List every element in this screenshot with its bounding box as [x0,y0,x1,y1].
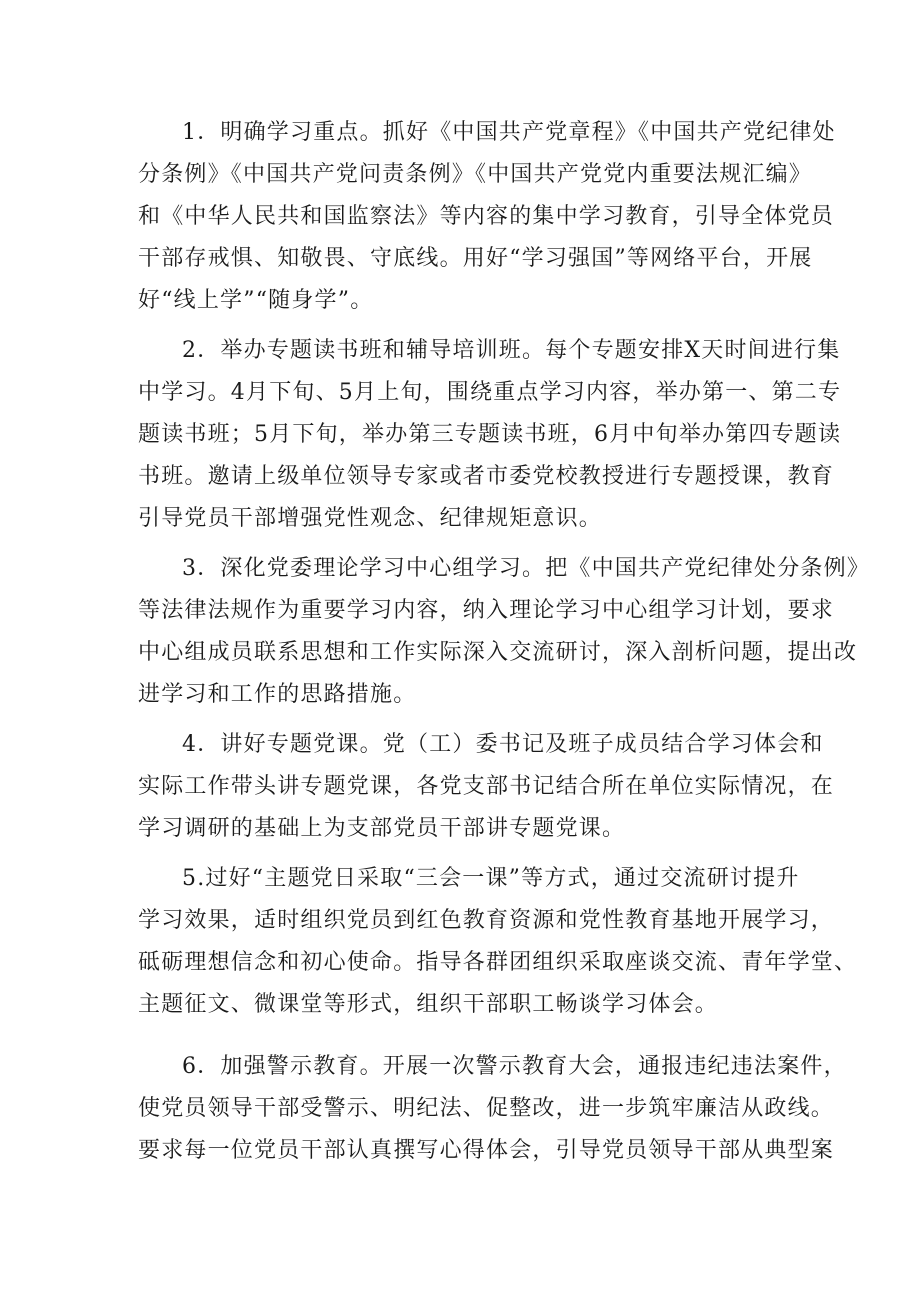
paragraph-6-line-3: 要求每一位党员干部认真撰写心得体会，引导党员领导干部从典型案 [138,1138,835,1163]
paragraph-5-line-1: 5.过好“主题党日采取“三会一课”等方式，通过交流研讨提升 [182,866,800,891]
paragraph-3-line-2: 等法律法规作为重要学习内容，纳入理论学习中心组学习计划，要求 [138,598,835,623]
paragraph-2-line-1: 2．举办专题读书班和辅导培训班。每个专题安排X天时间进行集 [182,338,841,363]
paragraph-3-line-1: 3．深化党委理论学习中心组学习。把《中国共产党纪律处分条例》 [182,556,870,581]
paragraph-2-line-3: 题读书班；5月下旬，举办第三专题读书班，6月中旬举办第四专题读 [138,422,842,447]
paragraph-5-line-4: 主题征文、微课堂等形式，组织干部职工畅谈学习体会。 [138,992,719,1017]
paragraph-2-line-4: 书班。邀请上级单位领导专家或者市委党校教授进行专题授课，教育 [138,464,835,489]
paragraph-5-line-2: 学习效果，适时组织党员到红色教育资源和党性教育基地开展学习， [138,908,835,933]
paragraph-1-line-2: 分条例》《中国共产党问责条例》《中国共产党党内重要法规汇编》 [138,162,813,187]
paragraph-4-line-2: 实际工作带头讲专题党课，各党支部书记结合所在单位实际情况，在 [138,774,835,799]
paragraph-5-line-3: 砥砺理想信念和初心使命。指导各群团组织采取座谈交流、青年学堂、 [138,950,858,975]
paragraph-4-line-1: 4．讲好专题党课。党（工）委书记及班子成员结合学习体会和 [182,732,824,757]
paragraph-6-line-2: 使党员领导干部受警示、明纪法、促整改，进一步筑牢廉洁从政线。 [138,1096,835,1121]
paragraph-1-line-4: 干部存戒惧、知敬畏、守底线。用好“学习强国”等网络平台，开展 [138,246,813,271]
paragraph-2-line-5: 引导党员干部增强党性观念、纪律规矩意识。 [138,506,603,531]
paragraph-3-line-4: 进学习和工作的思路措施。 [138,682,417,707]
paragraph-2-line-2: 中学习。4月下旬、5月上旬，围绕重点学习内容，举办第一、第二专 [138,380,842,405]
paragraph-1-line-3: 和《中华人民共和国监察法》等内容的集中学习教育，引导全体党员 [138,204,835,229]
paragraph-1-line-1: 1．明确学习重点。抓好《中国共产党章程》《中国共产党纪律处 [182,120,836,145]
paragraph-6-line-1: 6．加强警示教育。开展一次警示教育大会，通报违纪违法案件， [182,1054,847,1079]
paragraph-3-line-3: 中心组成员联系思想和工作实际深入交流研讨，深入剖析问题，提出改 [138,640,858,665]
paragraph-1-line-5: 好“线上学”“随身学”。 [138,288,374,313]
paragraph-4-line-3: 学习调研的基础上为支部党员干部讲专题党课。 [138,816,626,841]
